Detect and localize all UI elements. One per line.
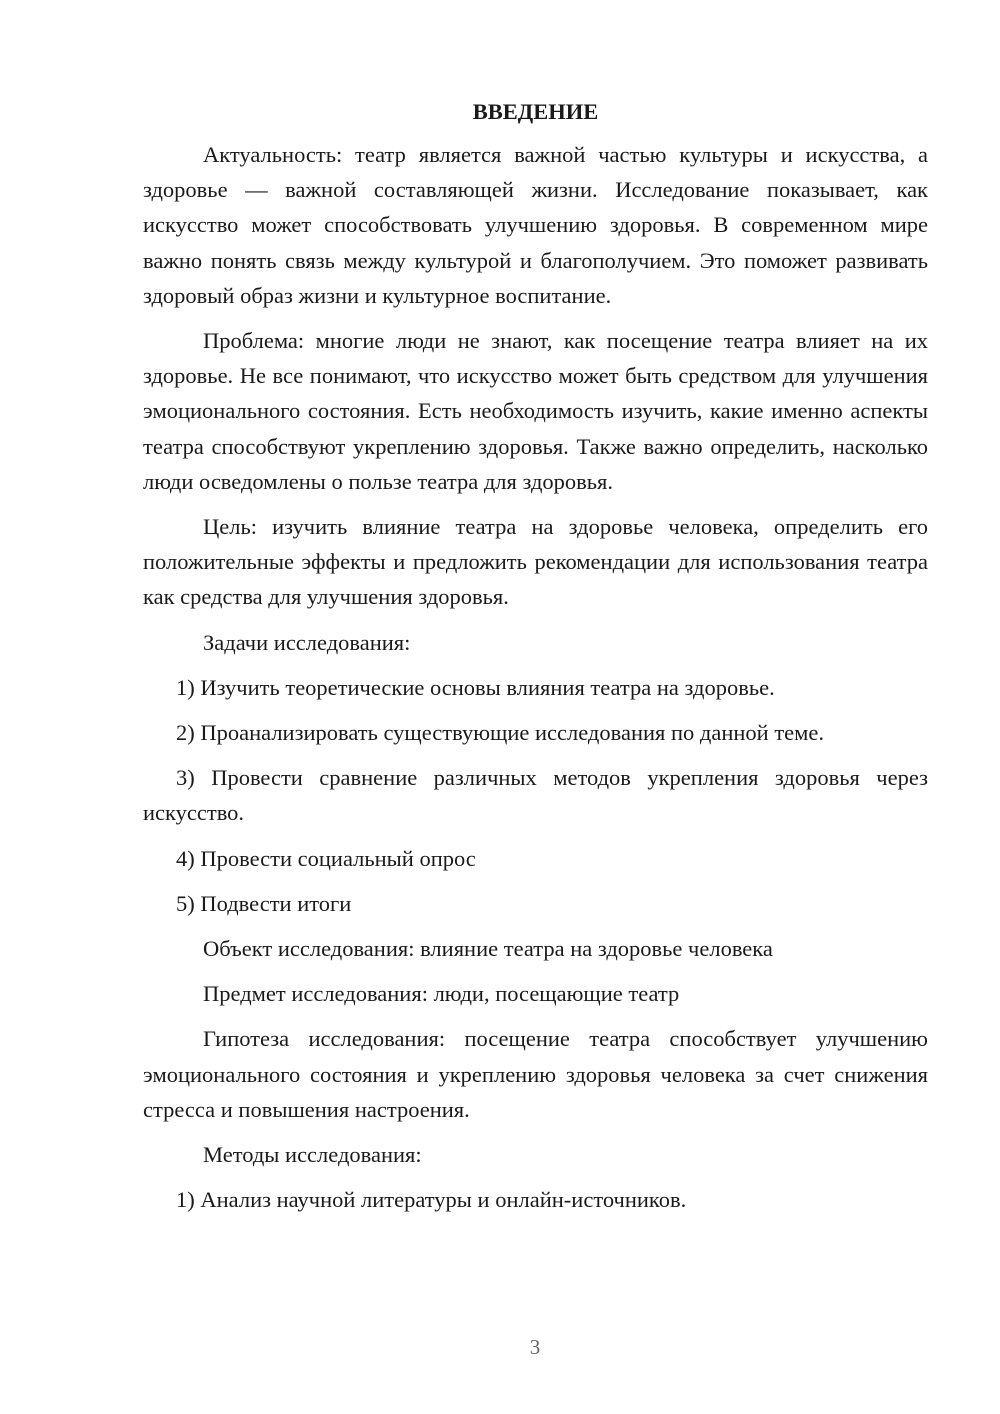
method-item-1: 1) Анализ научной литературы и онлайн-источников. (176, 1187, 687, 1213)
paragraph-relevance: Актуальность: театр является важной частью культуры и искусства, а здоровье — важной составляющей жизни. Исследование показывает, как искусство может способствовать улучшению здоровья. В современном мире важно понять связь между культурой и благополучием. Это поможет развивать здоровый образ жизни и культурное воспитание. (143, 142, 928, 308)
tasks-heading: Задачи исследования: (203, 629, 411, 655)
methods-heading: Методы исследования: (203, 1142, 422, 1168)
page-number: 3 (529, 1335, 541, 1359)
paragraph-hypothesis: Гипотеза исследования: посещение театра способствует улучшению эмоционального состояния и укреплению здоровья человека за счет снижения стресса и повышения настроения. (143, 1026, 928, 1122)
task-item-1: 1) Изучить теоретические основы влияния театра на здоровье. (176, 674, 775, 700)
page-content (143, 94, 928, 1227)
task-item-5: 5) Подвести итоги (176, 890, 352, 916)
section-title: ВВЕДЕНИЕ (472, 99, 599, 124)
paragraph-problem: Проблема: многие люди не знают, как посещение театра влияет на их здоровье. Не все понимают, что искусство может быть средством для улучшения эмоционального состояния. Есть необходимость изучить, какие именно аспекты театра способствуют укреплению здоровья. Также важно определить, насколько люди осведомлены о пользе театра для здоровья. (143, 328, 928, 494)
task-item-2: 2) Проанализировать существующие исследования по данной теме. (176, 720, 825, 746)
paragraph-subject: Предмет исследования: люди, посещающие театр (203, 981, 680, 1007)
paragraph-object: Объект исследования: влияние театра на здоровье человека (203, 936, 773, 962)
paragraph-goal: Цель: изучить влияние театра на здоровье человека, определить его положительные эффекты и предложить рекомендации для использования театра как средства для улучшения здоровья. (143, 514, 928, 610)
task-item-4: 4) Провести социальный опрос (176, 845, 476, 871)
task-item-3: 3) Провести сравнение различных методов укрепления здоровья через искусство. (143, 765, 928, 826)
